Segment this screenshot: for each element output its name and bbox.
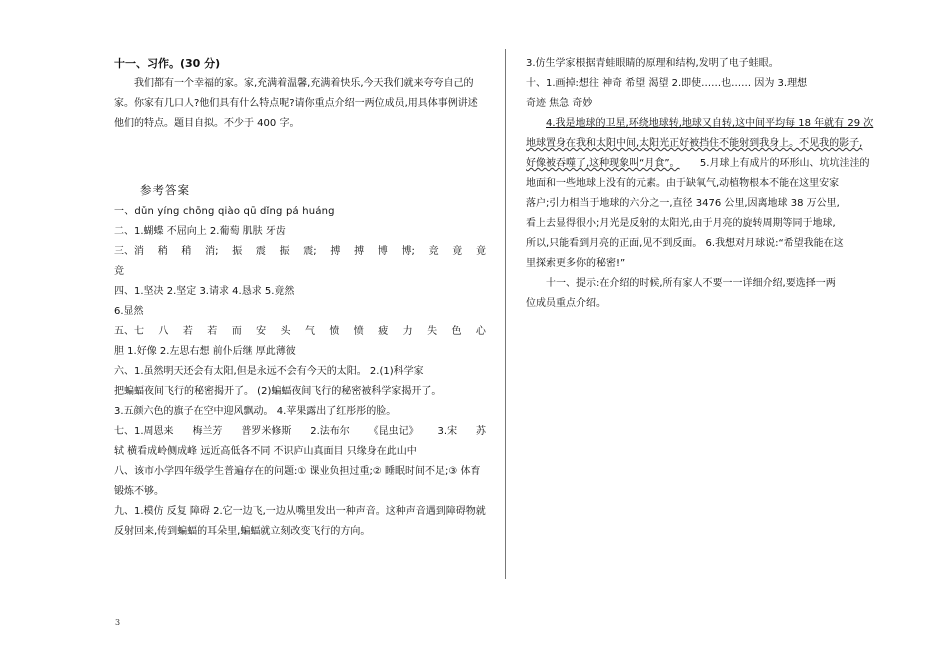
answer-8: 八、该市小学四年级学生普遍存在的问题:① 课业负担过重;② 睡眠时间不足;③ 体育锻炼不够。: [114, 466, 481, 497]
answer-5-token-3: 若: [207, 326, 218, 337]
answer-4: 四、1.坚决 2.坚定 3.请求 4.恳求 5.竟然: [114, 286, 295, 297]
answer-7-tail: 轼 横看成岭侧成峰 远近高低各不同 不识庐山真面目 只缘身在此山中: [114, 446, 417, 457]
answer-1: 一、dǔn yíng chōng qiào qū dǐng pá huáng: [114, 206, 335, 217]
answer-3-tail: 竞: [114, 266, 124, 277]
answer-3: [114, 242, 486, 262]
answer-10-part1: 十、1.画掉:想往 神奇 希望 渴望 2.即使……也…… 因为 3.理想: [526, 78, 808, 89]
answer-7-token-0: 七、1.周恩来: [114, 426, 174, 437]
right-column: [526, 54, 874, 314]
answer-3-token-5: 震: [255, 246, 266, 257]
answer-6-line2: 把蝙蝠夜间飞行的秘密揭开了。 (2)蝙蝠夜间飞行的秘密被科学家揭开了。: [114, 386, 442, 397]
answer-6-line1: 六、1.虽然明天还会有太阳,但是永远不会有今天的太阳。 2.(1)科学家: [114, 366, 424, 377]
answer-10-part4-ending: 好像被吞噬了,这种现象叫“月食”。: [526, 158, 680, 169]
answer-11: 十一、提示:在介绍的时候,所有家人不要一一详细介绍,要选择一两位成员重点介绍。: [526, 278, 836, 309]
answer-10-part4-line3: [526, 154, 870, 174]
answer-7-token-3: 2.法布尔: [310, 426, 350, 437]
answer-3-token-7: 震;: [303, 246, 317, 257]
answer-5: [114, 322, 486, 342]
answer-5-tail: 胆 1.好像 2.左思右想 前仆后继 厚此薄彼: [114, 346, 296, 357]
answer-5-token-11: 力: [402, 326, 413, 337]
answer-3-token-12: 竞: [428, 246, 439, 257]
answer-2: 二、1.蝴蝶 不屈向上 2.葡萄 肌肤 牙齿: [114, 226, 286, 237]
answer-5-token-9: 愤: [353, 326, 364, 337]
answers-title: 参考答案: [140, 183, 190, 197]
q11-prompt: 我们都有一个幸福的家。家,充满着温馨,充满着快乐,今天我们就来夸夸自己的家。你家有几口人?他们具有什么特点呢?请你重点介绍一两位成员,用具体事例讲述他们的特点。题目自拟。不少于 400 字。: [114, 78, 478, 129]
answer-10-part5-start: 5.月球上有成片的环形山、坑坑洼洼的: [699, 158, 870, 169]
answer-3-token-13: 竟: [452, 246, 463, 257]
answer-5-token-10: 疲: [378, 326, 389, 337]
answer-5-token-4: 而: [231, 326, 242, 337]
answer-3-token-9: 搏: [354, 246, 365, 257]
answer-3-token-1: 稍: [157, 246, 168, 257]
answer-9-part3: 3.仿生学家根据青蛙眼睛的原理和结构,发明了电子蛙眼。: [526, 58, 779, 69]
answer-5-token-6: 头: [280, 326, 291, 337]
answer-5-token-14: 心: [475, 326, 486, 337]
answer-3-token-3: 消;: [205, 246, 219, 257]
answer-3-token-14: 竟: [475, 246, 486, 257]
answer-3-token-0: 三、消: [114, 246, 144, 257]
answer-5-token-1: 八: [158, 326, 169, 337]
q11-heading: 十一、习作。(30 分): [114, 57, 221, 70]
answer-5-token-8: 愤: [329, 326, 340, 337]
answer-7-token-6: 苏: [475, 426, 486, 437]
page-number: 3: [115, 618, 121, 627]
answer-3-token-2: 稍: [181, 246, 192, 257]
answer-3-token-11: 博;: [401, 246, 415, 257]
column-divider: [505, 49, 506, 579]
answer-5-token-0: 五、七: [114, 326, 144, 337]
answer-3-token-6: 振: [279, 246, 290, 257]
answer-7-token-1: 梅兰芳: [192, 426, 223, 437]
answer-7-token-2: 普罗米修斯: [241, 426, 292, 437]
answer-6-line3: 3.五颜六色的旗子在空中迎风飘动。 4.苹果露出了红彤彤的脸。: [114, 406, 397, 417]
answer-7: [114, 422, 486, 442]
answer-10-part4-line1: 4.我是地球的卫星,环绕地球转,地球又自转,这中间平均每 18 年就有 29 次: [546, 118, 874, 129]
answer-5-token-12: 失: [427, 326, 438, 337]
answer-10-part4-line2: 地球置身在我和太阳中间,太阳光正好被挡住不能射到我身上。不见我的影子,: [526, 138, 863, 149]
answer-3-token-8: 搏: [330, 246, 341, 257]
answer-3-token-10: 博: [377, 246, 388, 257]
answer-5-token-2: 若: [182, 326, 193, 337]
answer-9: 九、1.模仿 反复 障碍 2.它一边飞,一边从嘴里发出一种声音。这种声音遇到障碍物就反射回来,传到蝙蝠的耳朵里,蝙蝠就立刻改变飞行的方向。: [114, 506, 486, 537]
answer-5-token-13: 色: [451, 326, 462, 337]
answer-5-token-5: 安: [256, 326, 267, 337]
left-column: [114, 54, 486, 542]
answer-10-part5-6: 地面和一些地球上没有的元素。由于缺氧气,动植物根本不能在这里安家落户;引力相当于地球的六分之一,直径 3476 公里,因离地球 38 万公里,看上去显得很小;月光是反射的太阳光,由于月亮的旋转周期等同于地球,所以,只能看到月亮的正面,见不到反面。 6.我想对月球说:“希望我能在这里探索更多你的秘密!”: [526, 178, 844, 269]
answer-7-token-4: 《昆虫记》: [368, 426, 419, 437]
answer-3-token-4: 振: [232, 246, 243, 257]
answer-10-part1-cont: 奇迹 焦急 奇妙: [526, 98, 593, 109]
answer-5-token-7: 气: [304, 326, 315, 337]
answer-7-token-5: 3.宋: [437, 426, 458, 437]
answer-4-part6: 6.显然: [114, 306, 144, 317]
